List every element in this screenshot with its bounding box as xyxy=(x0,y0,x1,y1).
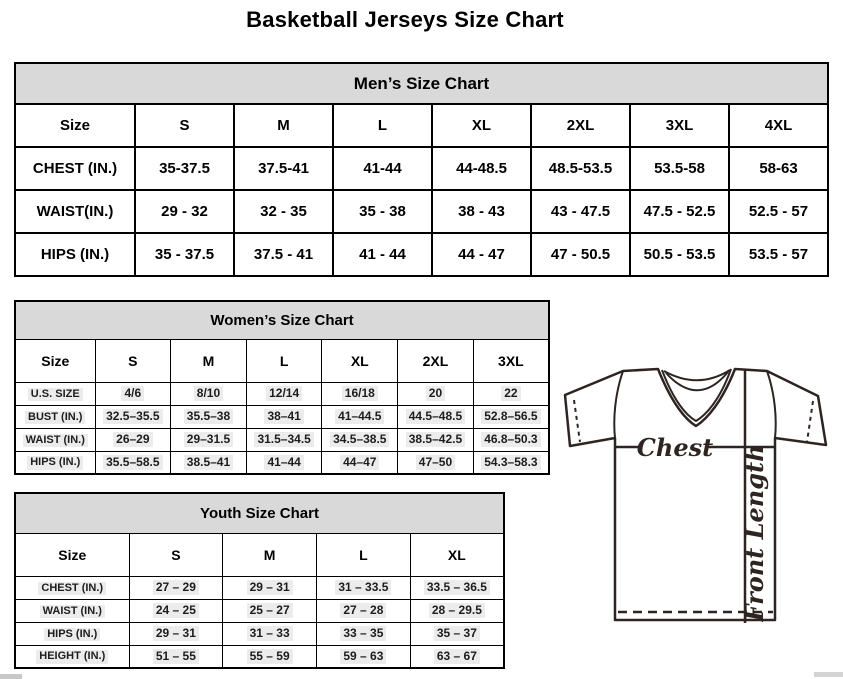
cell: 32 - 35 xyxy=(234,190,333,233)
table-row xyxy=(15,599,504,622)
youth-chart-title: Youth Size Chart xyxy=(15,493,504,533)
mens-size-chart-table xyxy=(14,62,829,277)
scrollbar-fragment-left[interactable] xyxy=(0,674,22,679)
cell: 48.5-53.5 xyxy=(531,147,630,190)
table-row xyxy=(15,382,549,405)
cell: 44-48.5 xyxy=(432,147,531,190)
row-label: HIPS (IN.) xyxy=(15,233,135,276)
mens-chart-title: Men’s Size Chart xyxy=(15,63,828,104)
cell: 41 - 44 xyxy=(333,233,432,276)
cell: 44.5–48.5 xyxy=(398,405,474,428)
column-header: 3XL xyxy=(630,104,729,147)
cell: 27 – 29 xyxy=(129,576,223,599)
cell: 8/10 xyxy=(171,382,247,405)
table-row xyxy=(15,451,549,474)
cell: 51 – 55 xyxy=(129,645,223,668)
column-header: M xyxy=(234,104,333,147)
column-header: M xyxy=(223,533,317,576)
cell: 20 xyxy=(398,382,474,405)
column-header: S xyxy=(129,533,223,576)
cell: 52.8–56.5 xyxy=(473,405,549,428)
jersey-icon xyxy=(560,364,832,626)
cell: 52.5 - 57 xyxy=(729,190,828,233)
row-label: WAIST (IN.) xyxy=(15,599,129,622)
cell: 63 – 67 xyxy=(410,645,504,668)
cell: 44–47 xyxy=(322,451,398,474)
cell: 12/14 xyxy=(246,382,322,405)
cell: 38.5–42.5 xyxy=(398,428,474,451)
table-row xyxy=(15,233,828,276)
table-row xyxy=(15,190,828,233)
cell: 38–41 xyxy=(246,405,322,428)
cell: 41–44.5 xyxy=(322,405,398,428)
column-header: XL xyxy=(410,533,504,576)
womens-size-chart-table xyxy=(14,300,550,475)
cell: 41–44 xyxy=(246,451,322,474)
cell: 35.5–38 xyxy=(171,405,247,428)
cell: 35 – 37 xyxy=(410,622,504,645)
row-label: CHEST (IN.) xyxy=(15,576,129,599)
cell: 54.3–58.3 xyxy=(473,451,549,474)
cell: 29 – 31 xyxy=(129,622,223,645)
cell: 53.5-58 xyxy=(630,147,729,190)
cell: 47–50 xyxy=(398,451,474,474)
table-row xyxy=(15,428,549,451)
cell: 50.5 - 53.5 xyxy=(630,233,729,276)
cell: 27 – 28 xyxy=(317,599,411,622)
chest-measure-label: Chest xyxy=(636,433,714,462)
cell: 38.5–41 xyxy=(171,451,247,474)
cell: 38 - 43 xyxy=(432,190,531,233)
cell: 37.5-41 xyxy=(234,147,333,190)
column-header: 3XL xyxy=(473,339,549,382)
cell: 29 - 32 xyxy=(135,190,234,233)
table-row xyxy=(15,339,549,382)
column-header: L xyxy=(317,533,411,576)
table-row xyxy=(15,622,504,645)
cell: 31 – 33.5 xyxy=(317,576,411,599)
row-label: WAIST (IN.) xyxy=(15,428,95,451)
row-label: CHEST (IN.) xyxy=(15,147,135,190)
front-length-measure-label: Front Length xyxy=(740,444,769,622)
cell: 41-44 xyxy=(333,147,432,190)
cell: 53.5 - 57 xyxy=(729,233,828,276)
cell: 37.5 - 41 xyxy=(234,233,333,276)
jersey-measurement-diagram xyxy=(560,364,832,626)
cell: 16/18 xyxy=(322,382,398,405)
column-header: 2XL xyxy=(531,104,630,147)
cell: 35-37.5 xyxy=(135,147,234,190)
cell: 31 – 33 xyxy=(223,622,317,645)
column-header: M xyxy=(171,339,247,382)
table-row xyxy=(15,533,504,576)
column-header: L xyxy=(333,104,432,147)
youth-size-chart-table xyxy=(14,492,505,669)
cell: 55 – 59 xyxy=(223,645,317,668)
row-label: HEIGHT (IN.) xyxy=(15,645,129,668)
cell: 59 – 63 xyxy=(317,645,411,668)
cell: 35 - 38 xyxy=(333,190,432,233)
cell: 22 xyxy=(473,382,549,405)
cell: 47.5 - 52.5 xyxy=(630,190,729,233)
size-header-cell: Size xyxy=(15,533,129,576)
column-header: S xyxy=(95,339,171,382)
row-label: BUST (IN.) xyxy=(15,405,95,428)
column-header: 4XL xyxy=(729,104,828,147)
scrollbar-fragment-right[interactable] xyxy=(814,672,843,677)
womens-chart-title: Women’s Size Chart xyxy=(15,301,549,339)
cell: 32.5–35.5 xyxy=(95,405,171,428)
column-header: XL xyxy=(322,339,398,382)
cell: 35 - 37.5 xyxy=(135,233,234,276)
row-label: WAIST(IN.) xyxy=(15,190,135,233)
cell: 46.8–50.3 xyxy=(473,428,549,451)
column-header: 2XL xyxy=(398,339,474,382)
size-header-cell: Size xyxy=(15,339,95,382)
column-header: L xyxy=(246,339,322,382)
table-row xyxy=(15,405,549,428)
cell: 33.5 – 36.5 xyxy=(410,576,504,599)
cell: 47 - 50.5 xyxy=(531,233,630,276)
table-row xyxy=(15,104,828,147)
cell: 34.5–38.5 xyxy=(322,428,398,451)
cell: 4/6 xyxy=(95,382,171,405)
row-label: U.S. SIZE xyxy=(15,382,95,405)
column-header: S xyxy=(135,104,234,147)
table-row xyxy=(15,645,504,668)
table-row xyxy=(15,576,504,599)
cell: 35.5–58.5 xyxy=(95,451,171,474)
cell: 29–31.5 xyxy=(171,428,247,451)
cell: 26–29 xyxy=(95,428,171,451)
cell: 25 – 27 xyxy=(223,599,317,622)
size-header-cell: Size xyxy=(15,104,135,147)
cell: 44 - 47 xyxy=(432,233,531,276)
cell: 24 – 25 xyxy=(129,599,223,622)
cell: 28 – 29.5 xyxy=(410,599,504,622)
row-label: HIPS (IN.) xyxy=(15,622,129,645)
cell: 29 – 31 xyxy=(223,576,317,599)
column-header: XL xyxy=(432,104,531,147)
cell: 58-63 xyxy=(729,147,828,190)
page-title: Basketball Jerseys Size Chart xyxy=(246,7,564,32)
row-label: HIPS (IN.) xyxy=(15,451,95,474)
cell: 33 – 35 xyxy=(317,622,411,645)
cell: 43 - 47.5 xyxy=(531,190,630,233)
cell: 31.5–34.5 xyxy=(246,428,322,451)
table-row xyxy=(15,147,828,190)
